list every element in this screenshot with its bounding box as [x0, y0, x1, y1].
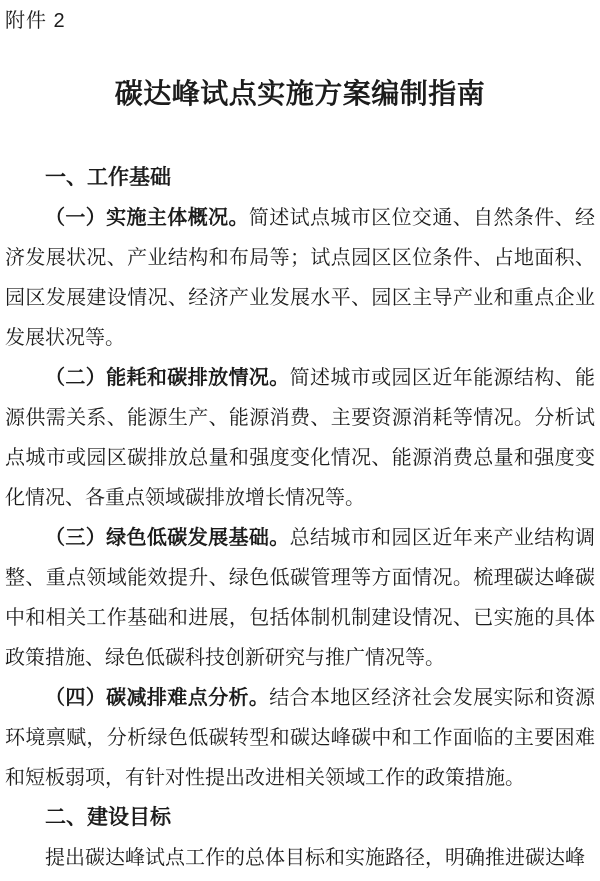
paragraph-lead: （二）能耗和碳排放情况。: [45, 367, 290, 389]
paragraph-carbon-reduction-difficulty: [5, 678, 595, 798]
paragraph-lead: （三）绿色低碳发展基础。: [45, 527, 290, 549]
paragraph-text: 提出碳达峰试点工作的总体目标和实施路径，明确推进碳达峰: [45, 847, 585, 869]
paragraph-text: 简述城市或园区近年能源结构、能源供需关系、能源生产、能源消费、主要资源消耗等情况。分析试点城市或园区碳排放总量和强度变化情况、能源消费总量和强度变化情况、各重点领域碳排放增长情况等。: [5, 367, 596, 509]
document-body: [5, 158, 595, 878]
paragraph-implementation-overview: [5, 198, 595, 358]
paragraph-text: 简述试点城市区位交通、自然条件、经济发展状况、产业结构和布局等；试点园区区位条件、占地面积、园区发展建设情况、经济产业发展水平、园区主导产业和重点企业发展状况等。: [5, 207, 596, 349]
paragraph-green-lowcarbon-basis: [5, 518, 595, 678]
document-title: 碳达峰试点实施方案编制指南: [114, 79, 486, 110]
paragraph-text: 结合本地区经济社会发展实际和资源环境禀赋，分析绿色低碳转型和碳达峰碳中和工作面临的主要困难和短板弱项，有针对性提出改进相关领域工作的政策措施。: [5, 687, 596, 789]
section-heading-work-basis: 一、工作基础: [45, 166, 171, 189]
paragraph-lead: （四）碳减排难点分析。: [45, 687, 270, 709]
paragraph-energy-carbon-status: [5, 358, 595, 518]
attachment-label: 附件 2: [5, 10, 66, 32]
paragraph-text: 总结城市和园区近年来产业结构调整、重点领域能效提升、绿色低碳管理等方面情况。梳理碳达峰碳中和相关工作基础和进展，包括体制机制建设情况、已实施的具体政策措施、绿色低碳科技创新研究与推广情况等。: [5, 527, 596, 669]
section-heading-construction-goals: 二、建设目标: [45, 806, 171, 829]
paragraph-lead: （一）实施主体概况。: [45, 207, 249, 229]
paragraph-overall-goal: [5, 838, 595, 878]
